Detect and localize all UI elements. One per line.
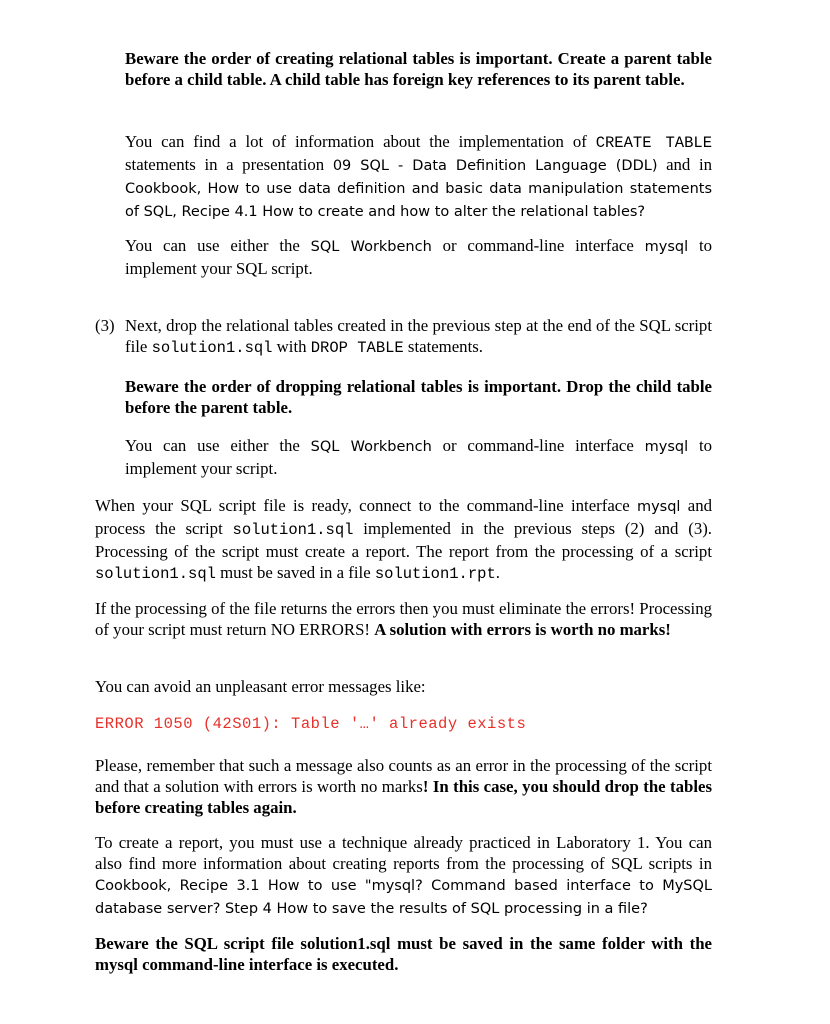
process-script-paragraph: When your SQL script file is ready, connect to the command-line interface mysql and process the script solution1.sql implemented in the previous steps (2) and (3). Processing of the script must create a report. The report from the processing of a script solution1.sql must be saved in a file solution1.rpt. [95,496,713,583]
parent-child-warning: Beware the order of creating relational tables is important. Create a parent table before a child table. A child table has foreign key references to its parent table. [125,49,712,89]
step-number: (3) [95,316,115,335]
tools-paragraph-1: You can use either the SQL Workbench or command-line interface mysql to implement your SQL script. [125,236,713,278]
tools-paragraph-2: You can use either the SQL Workbench or command-line interface mysql to implement your script. [125,436,713,478]
folder-warning: Beware the SQL script file solution1.sql must be saved in the same folder with the mysql command-line interface is executed. [95,934,712,974]
avoid-errors-paragraph: You can avoid an unpleasant error messages like: [95,677,426,696]
drop-order-warning: Beware the order of dropping relational tables is important. Drop the child table before the parent table. [125,377,712,417]
errors-paragraph: If the processing of the file returns the errors then you must eliminate the errors! Processing of your script must return NO ERRORS! A solution with errors is worth no marks! [95,599,712,639]
step-3-item: (3) Next, drop the relational tables created in the previous step at the end of the SQL script file solution1.sql with DROP TABLE statements. [95,316,712,357]
create-table-info-paragraph: You can find a lot of information about the implementation of CREATE TABLE statements in a presentation 09 SQL - Data Definition Language (DDL) and in Cookbook, How to use data definition and basic data manipulation statements of SQL, Recipe 4.1 How to create and how to alter the relational tables? [125,132,712,220]
remember-paragraph: Please, remember that such a message also counts as an error in the processing of the script and that a solution with errors is worth no marks! In this case, you should drop the tables before creating tables again. [95,756,712,817]
report-paragraph: To create a report, you must use a technique already practiced in Laboratory 1. You can also find more information about creating reports from the processing of SQL scripts in Cookbook, Recipe 3.1 How to use "mysql? Command based interface to MySQL database server? Step 4 How to save the results of SQL processing in a file? [95,833,712,917]
error-message-example: ERROR 1050 (42S01): Table '…' already exists [95,715,527,733]
